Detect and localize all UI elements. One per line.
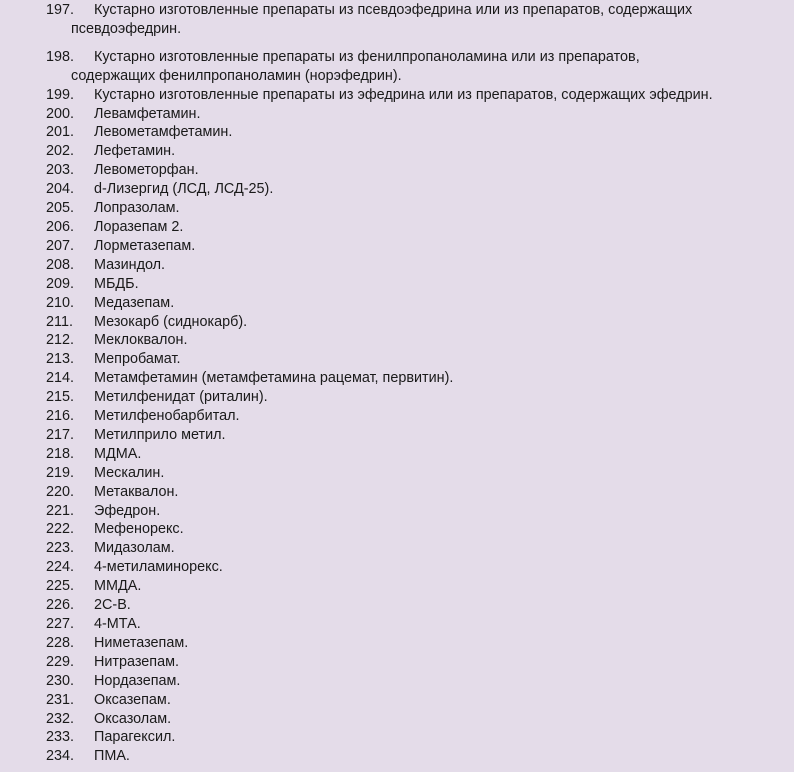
list-item: [46, 502, 746, 521]
item-text: Лопразолам.: [94, 200, 180, 217]
list-item: [46, 615, 746, 634]
item-number: 233.: [46, 729, 75, 746]
item-number: 226.: [46, 597, 75, 614]
item-number: 234.: [46, 748, 75, 765]
list-item: [46, 577, 746, 596]
item-text: Нордазепам.: [94, 672, 181, 689]
item-text: Кустарно изготовленные препараты из псевдоэфедрина или из препаратов, содержащих: [94, 2, 693, 18]
list-item: [46, 48, 746, 86]
item-text: Мепробамат.: [94, 351, 181, 368]
item-text: Мазиндол.: [94, 256, 166, 273]
item-text: Мефенорекс.: [94, 521, 184, 538]
item-text: Медазепам.: [94, 294, 175, 311]
item-text: 4-МТА.: [94, 616, 141, 632]
item-number: 206.: [46, 218, 75, 235]
item-number: 198.: [46, 48, 75, 65]
item-number: 202.: [46, 143, 75, 160]
item-number: 230.: [46, 672, 75, 689]
item-number: 201.: [46, 124, 75, 141]
item-text: Левометорфан.: [94, 162, 199, 179]
item-number: 219.: [46, 464, 75, 481]
item-text: Эфедрон.: [94, 502, 161, 519]
list-item: [46, 388, 746, 407]
item-number: 213.: [46, 351, 75, 368]
item-number: 211.: [46, 313, 73, 330]
item-text: Кустарно изготовленные препараты из фенилпропаноламина или из препаратов,: [94, 48, 640, 65]
item-text: 2С-В.: [94, 597, 131, 614]
item-number: 208.: [46, 256, 75, 273]
item-number: 220.: [46, 483, 75, 500]
list-item: [46, 445, 746, 464]
item-text: Левамфетамин.: [94, 105, 201, 122]
item-text: Мезокарб (сиднокарб).: [94, 313, 248, 330]
item-text: Мидазолам.: [94, 540, 175, 557]
item-number: 218.: [46, 445, 75, 462]
list-item: [46, 539, 746, 558]
list-item: [46, 483, 746, 502]
item-number: 204.: [46, 181, 75, 198]
list-item: [46, 313, 746, 332]
item-text: МДМА.: [94, 445, 142, 462]
list-item: [46, 105, 746, 124]
list-item: [46, 672, 746, 691]
item-number: 199.: [46, 86, 75, 103]
item-number: 224.: [46, 559, 75, 576]
list-item: [46, 294, 746, 313]
list-item: [46, 710, 746, 729]
list-item: [46, 369, 746, 388]
list-item: [46, 520, 746, 539]
item-text: Лефетамин.: [94, 143, 176, 160]
list-item: [46, 747, 746, 766]
item-text: Метаквалон.: [94, 483, 179, 500]
list-item: [46, 86, 746, 105]
item-text: ММДА.: [94, 578, 142, 595]
list-item: [46, 728, 746, 747]
list-item: [46, 331, 746, 350]
list-item: [46, 1, 746, 39]
list-item: [46, 123, 746, 142]
item-number: 209.: [46, 275, 75, 292]
item-text: Парагексил.: [94, 729, 176, 746]
list-item: [46, 426, 746, 445]
item-number: 205.: [46, 200, 75, 217]
item-text: Оксазепам.: [94, 691, 171, 708]
item-text: Оксазолам.: [94, 710, 172, 727]
item-text: Метамфетамин (метамфетамина рацемат, первитин).: [94, 370, 454, 387]
item-number: 221.: [46, 502, 75, 519]
list-item: [46, 653, 746, 672]
item-number: 223.: [46, 540, 75, 557]
item-text: Кустарно изготовленные препараты из эфедрина или из препаратов, содержащих эфедрин.: [94, 86, 713, 103]
item-number: 231.: [46, 691, 75, 708]
item-number: 200.: [46, 105, 75, 122]
item-number: 203.: [46, 162, 75, 179]
list-item: [46, 350, 746, 369]
item-text: Левометамфетамин.: [94, 124, 233, 141]
item-text: Меклоквалон.: [94, 332, 188, 349]
list-item: [46, 256, 746, 275]
list-item: [46, 464, 746, 483]
list-item: [46, 634, 746, 653]
item-text: ПМА.: [94, 748, 130, 765]
item-number: 232.: [46, 710, 75, 727]
substance-list: [46, 1, 746, 766]
item-text: МБДБ.: [94, 275, 139, 292]
item-text: Метилфенидат (риталин).: [94, 389, 268, 406]
item-text: Нитразепам.: [94, 653, 179, 670]
list-item: [46, 199, 746, 218]
list-item: [46, 596, 746, 615]
item-number: 214.: [46, 370, 75, 387]
item-text: Лоразепам 2.: [94, 218, 184, 235]
item-number: 227.: [46, 616, 75, 632]
list-item: [46, 407, 746, 426]
item-number: 225.: [46, 578, 75, 595]
item-number: 212.: [46, 332, 75, 349]
item-text: 4-метиламинорекс.: [94, 559, 223, 576]
list-item: [46, 237, 746, 256]
item-number: 215.: [46, 389, 75, 406]
item-text: Лорметазепам.: [94, 237, 196, 254]
item-number: 228.: [46, 634, 75, 651]
item-number: 197.: [46, 2, 75, 18]
item-text: Мескалин.: [94, 464, 165, 481]
item-number: 210.: [46, 294, 75, 311]
item-number: 207.: [46, 237, 75, 254]
list-item: [46, 142, 746, 161]
list-item: [46, 180, 746, 199]
item-number: 222.: [46, 521, 75, 538]
list-item: [46, 161, 746, 180]
item-text: Метилфенобарбитал.: [94, 408, 240, 425]
list-item: [46, 218, 746, 237]
item-number: 216.: [46, 408, 75, 425]
item-number: 229.: [46, 653, 75, 670]
item-text: Метилприло метил.: [94, 426, 226, 443]
item-text-continuation: псевдоэфедрин.: [71, 20, 182, 37]
list-item: [46, 558, 746, 577]
item-text-continuation: содержащих фенилпропаноламин (норэфедрин).: [71, 67, 402, 84]
list-item: [46, 275, 746, 294]
list-item: [46, 691, 746, 710]
item-number: 217.: [46, 426, 75, 443]
item-text: d-Лизергид (ЛСД, ЛСД-25).: [94, 181, 274, 198]
item-text: Ниметазепам.: [94, 634, 189, 651]
